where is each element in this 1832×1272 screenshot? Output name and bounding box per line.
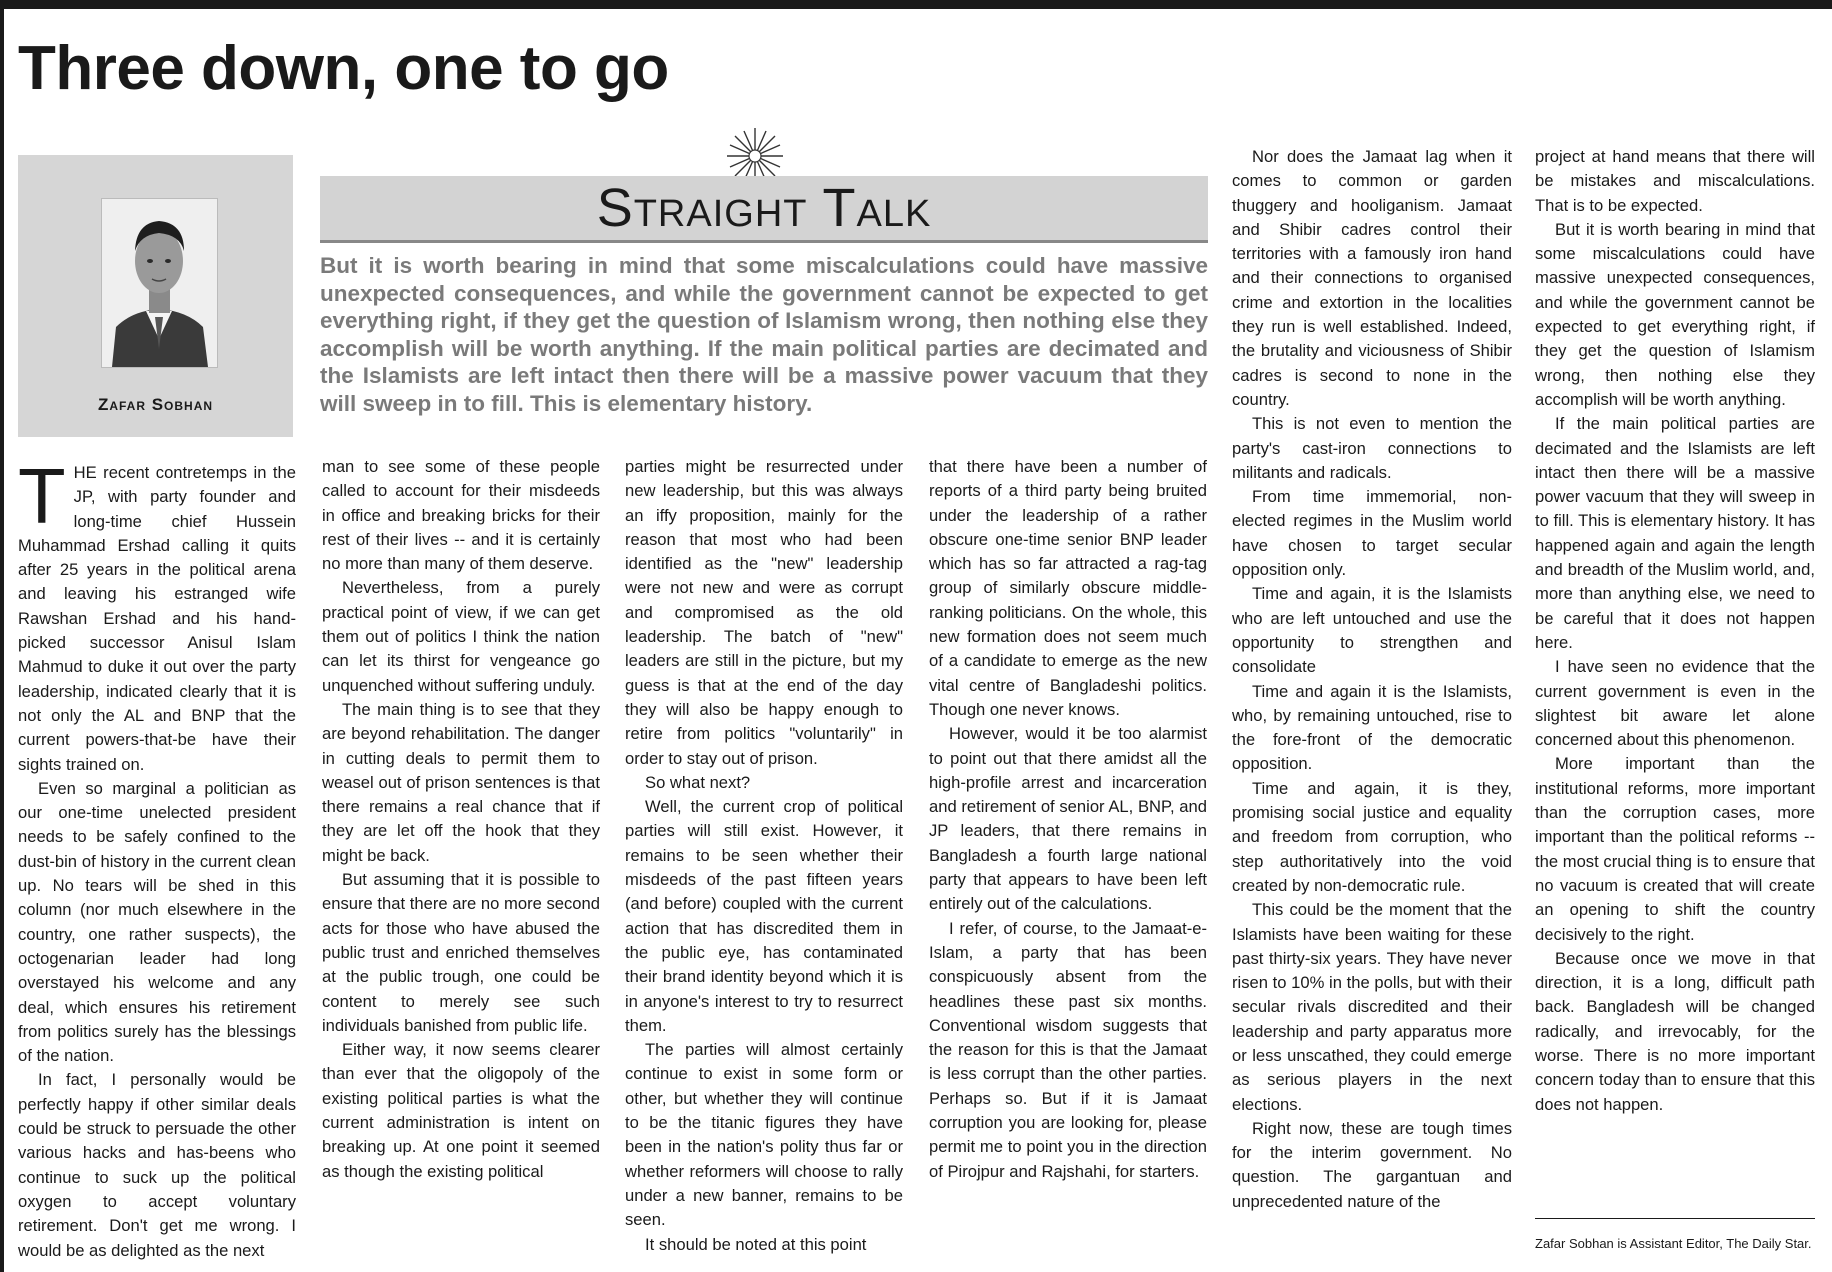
article-column-3 (625, 455, 903, 1257)
paragraph: But assuming that it is possible to ensure that there are no more second acts for those who have abused the public trust and enriched themselves at the public trough, one could be content to merely see such individuals banished from public life. (322, 870, 600, 1035)
paragraph: The main thing is to see that they are beyond rehabilitation. The danger in cutting deals to permit them to weasel out of prison sentences is that there remains a real chance that if they are let off the hook that they might be back. (322, 699, 600, 865)
article-column-2 (322, 455, 600, 1184)
paragraph: Well, the current crop of political parties will still exist. However, it remains to be seen whether their misdeeds of the past fifteen years (and before) coupled with the current action that has discredited them in the public eye, has contaminated their brand identity beyond which it is in anyone's interest to try to resurrect them. (625, 797, 903, 1035)
author-box (18, 155, 293, 437)
article-column-4 (929, 455, 1207, 1184)
paragraph: THE recent contretemps in the JP, with party founder and long-time chief Hussein Muhammad Ershad calling it quits after 25 years in the political arena and leaving his estranged wife Rawshan Ershad and his hand-picked successor Anisul Islam Mahmud to duke it out over the party leadership, indicated clearly that it is not only the AL and BNP that the current powers-that-be have their sights trained on. (18, 452, 296, 774)
author-credit: Zafar Sobhan is Assistant Editor, The Daily Star. (1535, 1236, 1812, 1251)
author-name: Zafar Sobhan (97, 395, 214, 414)
paragraph: It should be noted at this point (645, 1234, 867, 1254)
paragraph: Because once we move in that direction, it is a long, difficult path back. Bangladesh will be changed radically, and irrevocably, for the worse. There is no more important concern today than to ensure that this does not happen. (1535, 948, 1815, 1114)
paragraph: If the main political parties are decimated and the Islamists are left intact then there will be a massive power vacuum that they will sweep in to fill. This is elementary history. It has happened again and again the length and breadth of the Muslim world, and, more than anything else, we need to be careful that it does not happen here. (1535, 414, 1815, 652)
paragraph: The parties will almost certainly continue to exist in some form or other, but whether they will continue to be the titanic figures they have been in the nation's polity thus far or whether reformers will choose to rally under a new banner, remains to be seen. (625, 1040, 903, 1230)
article-column-5 (1232, 145, 1512, 1214)
author-photo (101, 198, 218, 368)
paragraph: Nor does the Jamaat lag when it comes to common or garden thuggery and hooliganism. Jamaat and Shibir cadres control their territories with a famously iron hand and their connections to organised crime and extortion in the localities they run is well established. Indeed, the brutality and viciousness of Shibir cadres is second to none in the country. (1232, 147, 1512, 409)
paragraph: Either way, it now seems clearer than ever that the oligopoly of the existing political parties is what the current administration is intent on breaking up. At one point it seemed as though the existing political (322, 1040, 600, 1181)
paragraph: parties might be resurrected under new leadership, but this was always an iffy proposition, mainly for the reason that most who had been identified as the "new" leadership were not new and were as corrupt and compromised as the old leadership. The batch of "new" leaders are still in the picture, but my guess is that at the end of the day they will also be happy enough to retire from politics "voluntarily" in order to stay out of prison. (625, 457, 903, 768)
paragraph: Even so marginal a politician as our one-time unelected president needs to be safely confined to the dust-bin of history in the current clean up. No tears will be shed in this column (nor much elsewhere in the country, one rather suspects), the octogenarian leader had long overstayed his welcome and any deal, which ensures his retirement from politics surely has the blessings of the nation. (18, 778, 296, 1066)
paragraph: But it is worth bearing in mind that some miscalculations could have massive unexpected consequences, and while the government cannot be expected to get everything right, if they get the question of Islamism wrong, then nothing else they accomplish will be worth anything. (1535, 219, 1815, 409)
paragraph: This could be the moment that the Islamists have been waiting for these past thirty-six years. They have never risen to 10% in the polls, but with their secular rivals discredited and their leadership and party apparatus more or less unscathed, they could emerge as serious players in the next elections. (1232, 900, 1512, 1114)
paragraph: Time and again, it is they, promising social justice and equality and freedom from corruption, who step authoritatively into the void created by non-democratic rule. (1232, 778, 1512, 895)
paragraph: I refer, of course, to the Jamaat-e-Islam, a party that has been conspicuously absent from the headlines these past six months. Conventional wisdom suggests that the reason for this is that the Jamaat is less corrupt than the other parties. Perhaps so. But if it is Jamaat corruption you are looking for, please permit me to point you in the direction of Pirojpur and Rajshahi, for starters. (929, 918, 1207, 1181)
banner-title: Straight Talk (596, 178, 932, 238)
paragraph: However, would it be too alarmist to point out that there amidst all the high-profile arrest and incarceration and retirement of senior AL, BNP, and JP leaders, that there remains in Bangladesh a fourth large national party that appears to have been left entirely out of the calculations. (929, 724, 1207, 914)
left-rule (0, 0, 4, 1272)
paragraph: that there have been a number of reports of a third party being bruited under the leadership of a rather obscure one-time senior BNP leader which has so far attracted a rag-tag group of similarly obscure middle-ranking politicians. On the whole, this new formation does not seem much of a candidate to emerge as the new vital centre of Bangladeshi politics. Though one never knows. (929, 457, 1207, 719)
paragraph: Time and again it is the Islamists, who, by remaining untouched, rise to the fore-front of the democratic opposition. (1232, 681, 1512, 774)
column-banner (320, 176, 1208, 243)
article-column-6 (1535, 145, 1815, 1117)
paragraph: Right now, these are tough times for the interim government. No question. The gargantuan and unprecedented nature of the (1232, 1118, 1512, 1211)
paragraph: This is not even to mention the party's cast-iron connections to militants and radicals. (1232, 414, 1512, 482)
paragraph: man to see some of these people called to account for their misdeeds in office and breaking bricks for their rest of their lives -- and it is certainly no more than many of them deserve. (322, 457, 600, 574)
drop-cap: T (18, 452, 66, 540)
paragraph: More important than the institutional reforms, more important than the corruption cases, more important than the political reforms -- the most crucial thing is to ensure that no vacuum is created that will create an opening to shift the country decisively to the right. (1535, 754, 1815, 944)
headline: Three down, one to go (18, 34, 669, 103)
paragraph: From time immemorial, non-elected regimes in the Muslim world have chosen to target secular opposition only. (1232, 487, 1512, 580)
top-rule (0, 0, 1832, 9)
credit-rule (1535, 1218, 1815, 1219)
paragraph: I have seen no evidence that the current government is even in the slightest bit aware let alone concerned about this phenomenon. (1535, 657, 1815, 750)
paragraph: Time and again, it is the Islamists who are left untouched and use the opportunity to strengthen and consolidate (1232, 584, 1512, 677)
paragraph: Nevertheless, from a purely practical point of view, if we can get them out of politics I think the nation can let its thirst for vengeance go unquenched without suffering unduly. (322, 578, 600, 695)
pull-quote: But it is worth bearing in mind that some miscalculations could have massive unexpected consequences, and while the government cannot be expected to get everything right, if they get the question of Islamism wrong, then nothing else they accomplish will be worth anything. If the main political parties are decimated and the Islamists are left intact then there will be a massive power vacuum that they will sweep in to fill. This is elementary history. (320, 253, 1208, 416)
paragraph: In fact, I personally would be perfectly happy if other similar deals could be struck to persuade the other various hacks and has-beens who continue to suck up the political oxygen to accept voluntary retirement. Don't get me wrong. I would be as delighted as the next (18, 1070, 296, 1260)
article-column-1 (18, 452, 296, 1263)
paragraph: So what next? (645, 772, 751, 792)
paragraph: project at hand means that there will be mistakes and miscalculations. That is to be expected. (1535, 147, 1815, 215)
